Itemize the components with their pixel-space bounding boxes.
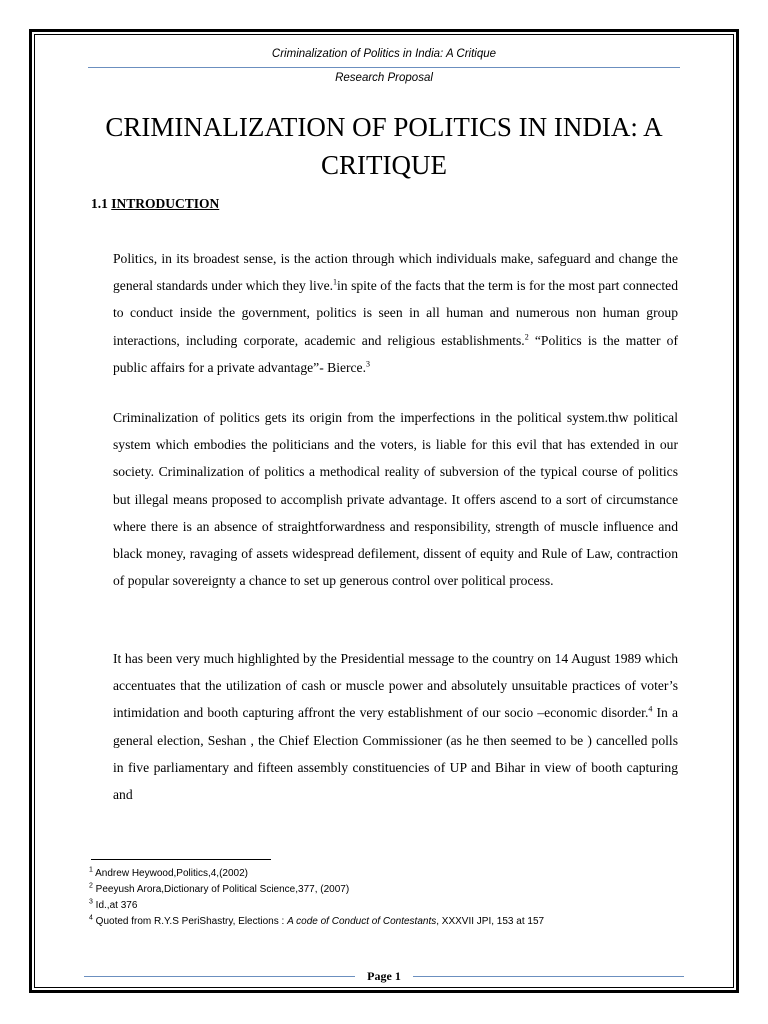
footnote-ref-2[interactable]: 2 [524, 332, 529, 342]
running-header-subtitle: Research Proposal [335, 72, 433, 84]
footnote-3: $^3$ Id.,at 376 [89, 898, 138, 911]
footnote-separator [91, 859, 271, 860]
p1-quote: “Politics is the matter of public affairs for a private advantage”- Bierce. [113, 332, 678, 375]
document-title: CRIMINALIZATION OF POLITICS IN INDIA: A CRITIQUE [105, 112, 663, 180]
footer-rule-right [413, 976, 684, 977]
paragraph-2: Criminalization of politics gets its origin from the imperfections in the political system.thw political system which embodies the politicians and the voters, is liable for this evil that has extended in our society. Criminalization of politics a methodical reality of subversion of the typical course of politics but illegal means proposed to accomplish private advantage. It offers ascend to a sort of circumstance where there is an absence of straightforwardness and responsibility, strength of muscle influence and black money, ravaging of assets widespread defilement, dissent of equity and Rule of Law, contraction of popular sovereignty a chance to set up generous control over political process. [113, 410, 678, 589]
footnote-ref-3[interactable]: 3 [366, 359, 370, 369]
footnotes [89, 866, 544, 930]
footer-rule-left [84, 976, 355, 977]
footnote-1: $^1$ Andrew Heywood,Politics,4,(2002) [89, 866, 248, 879]
p1-sentence-1: Politics, in its broadest sense, is the action through which individuals make, safeguard and change the general standards under which they live. [113, 251, 678, 294]
header-rule [88, 67, 680, 68]
footnote-ref-4[interactable]: 4 [648, 704, 653, 714]
footnote-2: $^2$ Peeyush Arora,Dictionary of Political Science,377, (2007) [89, 882, 350, 895]
section-number: 1.1 [91, 196, 108, 211]
footnote-ref-1[interactable]: 1 [333, 277, 338, 287]
p3-sentence-1: It has been very much highlighted by the Presidential message to the country on 14 August 1989 which accentuates that the utilization of cash or muscle power and absolutely unsuitable practices of voter’s intimidation and booth capturing affront the very establishment of our socio –economic disorder. [113, 651, 678, 721]
p1-sentence-2: in spite of the facts that the term is for the most part connected to conduct inside the government, politics is seen in all human and numerous non human group interactions, including corporate, academic and religious establishments. [113, 278, 678, 348]
page-number: Page 1 [367, 969, 401, 983]
section-heading [91, 196, 219, 212]
paragraph-1 [113, 245, 678, 381]
section-title: INTRODUCTION [111, 196, 220, 211]
running-header-title: Criminalization of Politics in India: A Critique [271, 48, 497, 60]
paragraph-3 [113, 645, 678, 808]
p3-sentence-2: In a general election, Seshan , the Chief Election Commissioner (as he then seemed to be ) cancelled polls in five parliamentary and fifteen assembly constituencies of UP and Bihar in view of booth capturing and [113, 705, 679, 803]
footnote-4: $^4$ Quoted from R.Y.S PeriShastry, Elections : A code of Conduct of Contestants, XXXVII JPI, 153 at 157 [89, 914, 545, 927]
